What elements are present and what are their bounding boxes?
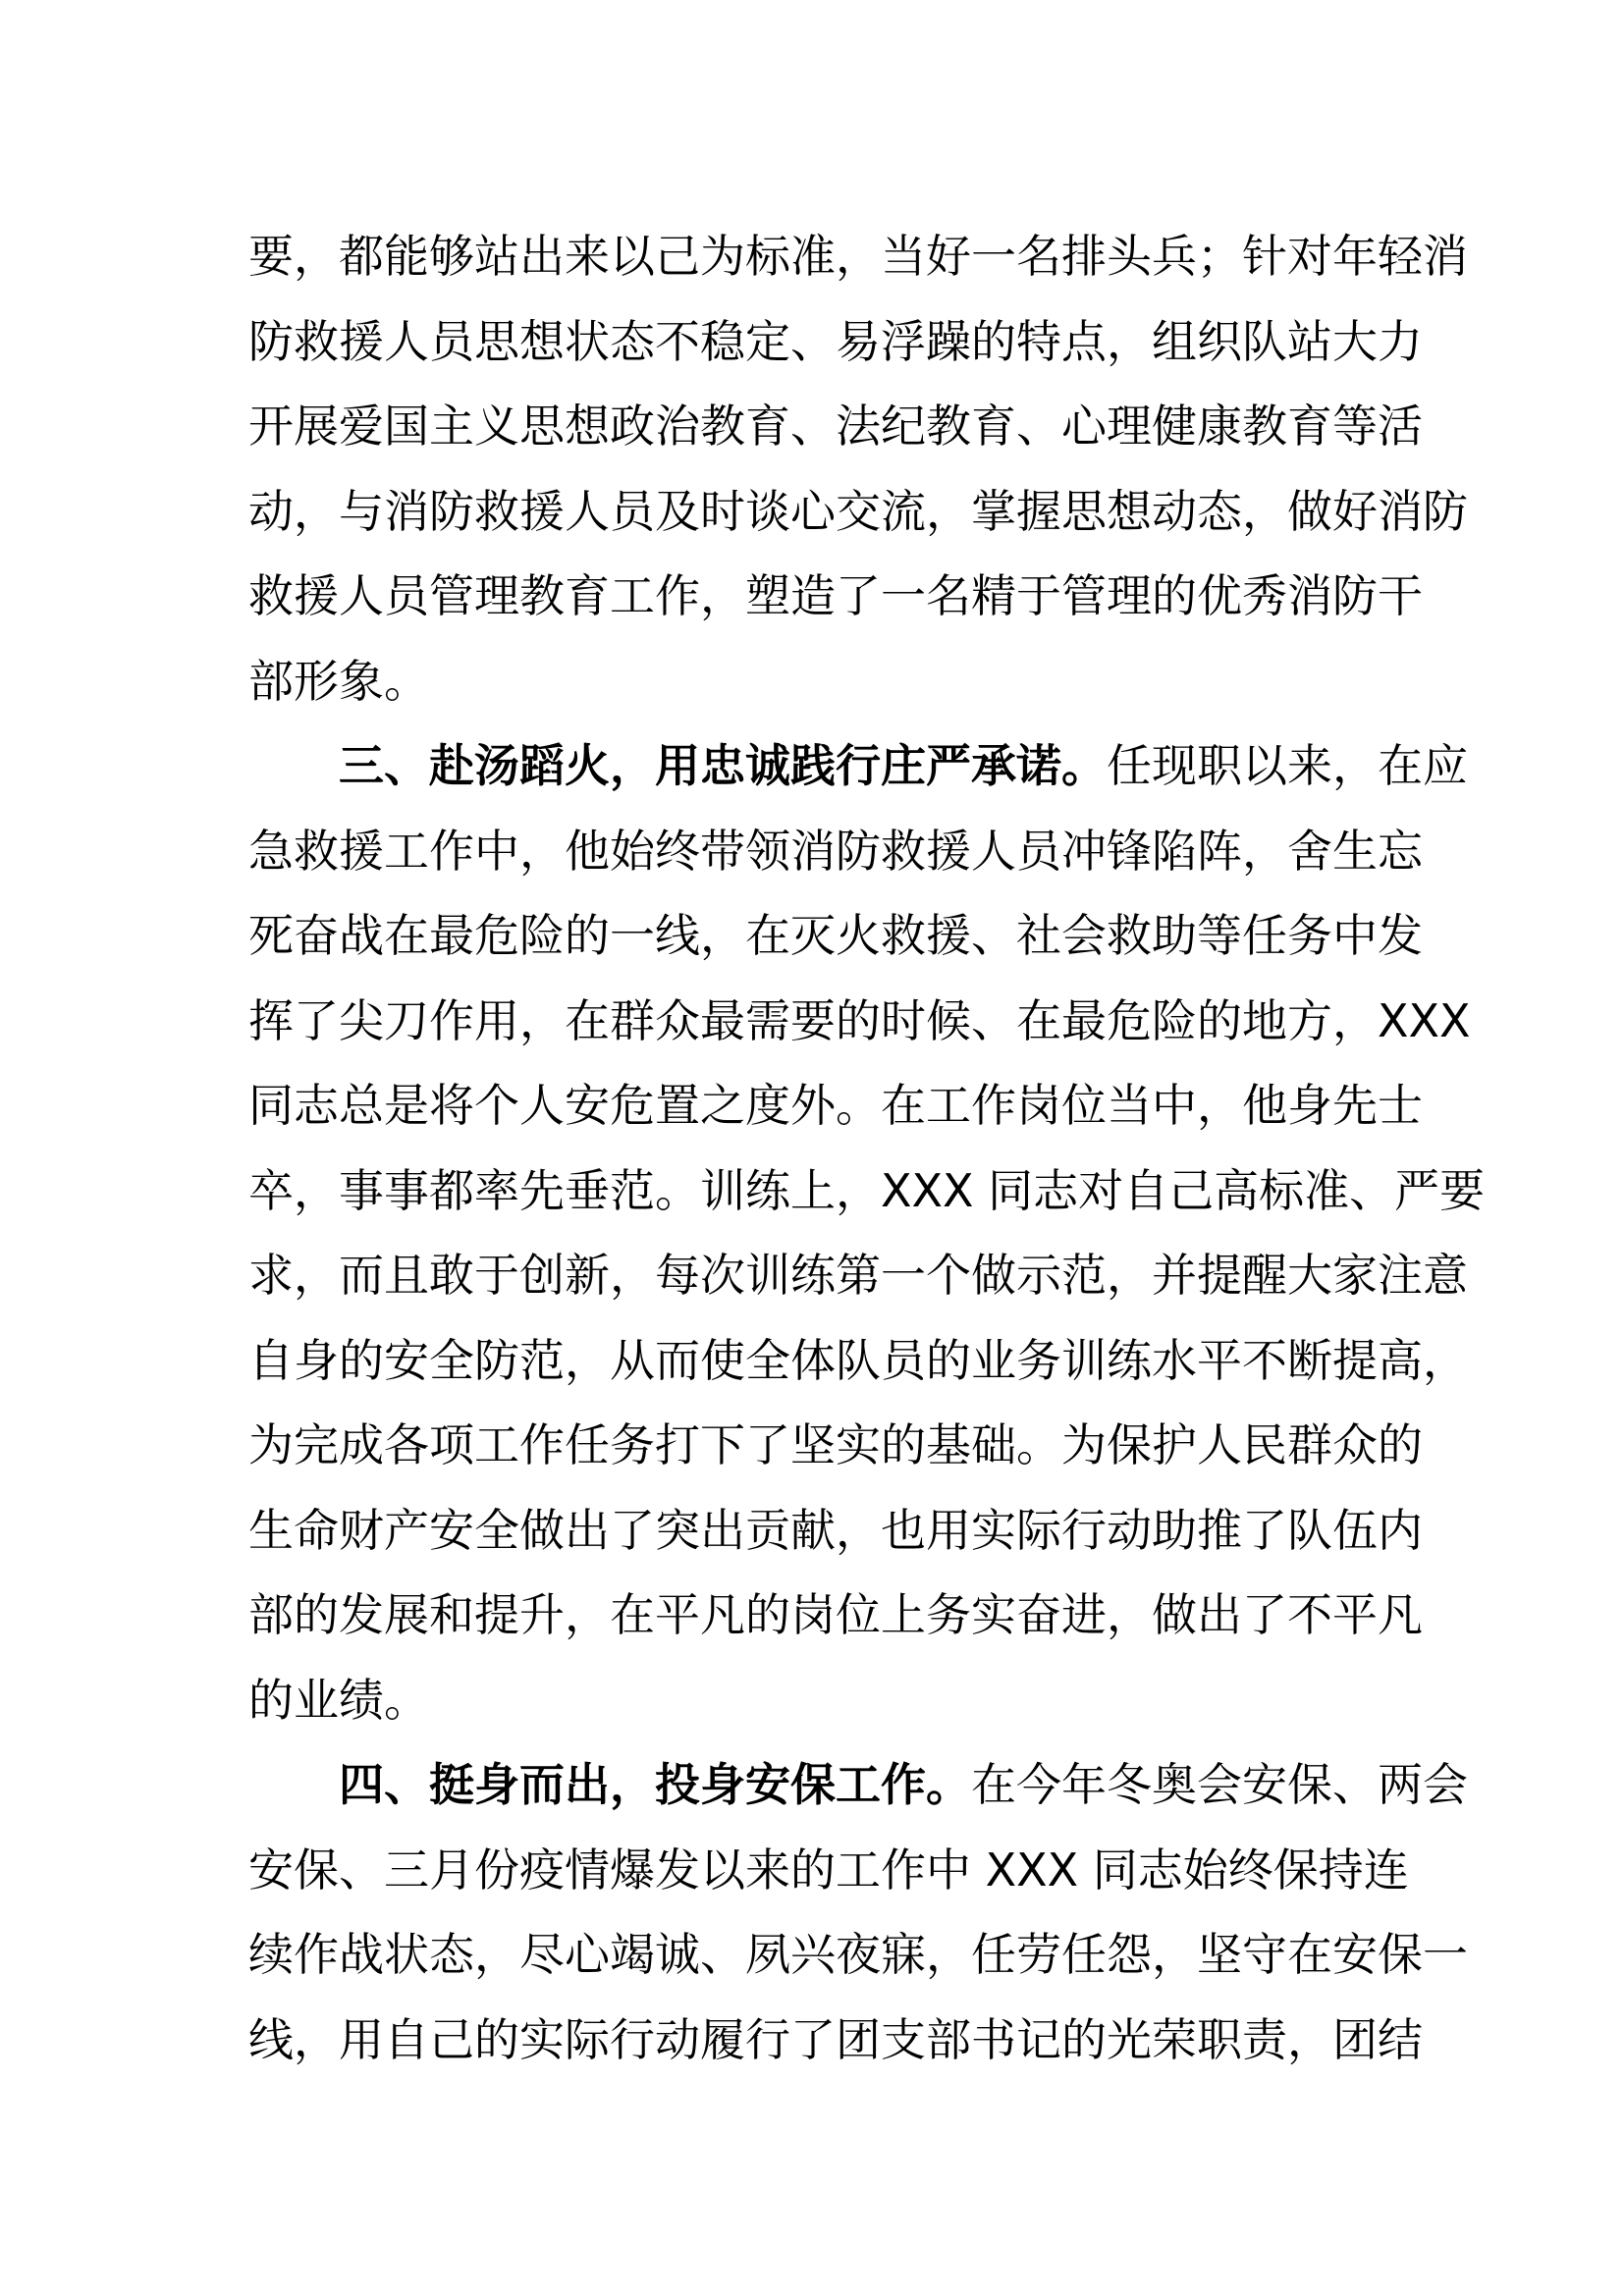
text-line: 挥了尖刀作用，在群众最需要的时候、在最危险的地方，XXX bbox=[248, 993, 1471, 1047]
text-line: 生命财产安全做出了突出贡献，也用实际行动助推了队伍内 bbox=[248, 1503, 1423, 1557]
text-line: 开展爱国主义思想政治教育、法纪教育、心理健康教育等活 bbox=[248, 400, 1423, 453]
text-line-first bbox=[248, 1742, 1468, 1828]
paragraph-3 bbox=[248, 1742, 1468, 2082]
text-line: 急救援工作中，他始终带领消防救援人员冲锋陷阵，舍生忘 bbox=[248, 824, 1423, 878]
text-line: 自身的安全防范，从而使全体队员的业务训练水平不断提高， bbox=[248, 1333, 1468, 1387]
paragraph-2 bbox=[248, 723, 1486, 1742]
text-line: 同志总是将个人安危置之度外。在工作岗位当中，他身先士 bbox=[248, 1079, 1423, 1132]
text-line: 要，都能够站出来以己为标准，当好一名排头兵；针对年轻消 bbox=[248, 230, 1468, 283]
text-line: 求，而且敢于创新，每次训练第一个做示范，并提醒大家注意 bbox=[248, 1249, 1468, 1302]
text-line: 安保、三月份疫情爆发以来的工作中 XXX 同志始终保持连 bbox=[248, 1842, 1409, 1896]
paragraph-1 bbox=[248, 214, 1468, 723]
text-line: 部形象。 bbox=[248, 654, 429, 708]
document-body bbox=[248, 214, 1486, 2082]
text-line: 部的发展和提升，在平凡的岗位上务实奋进，做出了不平凡 bbox=[248, 1588, 1423, 1641]
text-line: 线，用自己的实际行动履行了团支部书记的光荣职责，团结 bbox=[248, 2012, 1423, 2066]
text-run: 任现职以来，在应 bbox=[1107, 739, 1468, 792]
text-line: 死奋战在最危险的一线，在灭火救援、社会救助等任务中发 bbox=[248, 909, 1423, 962]
section-heading-4: 四、挺身而出，投身安保工作。 bbox=[339, 1758, 971, 1811]
text-line: 的业绩。 bbox=[248, 1673, 429, 1727]
text-line: 防救援人员思想状态不稳定、易浮躁的特点，组织队站大力 bbox=[248, 314, 1423, 368]
text-line: 动，与消防救援人员及时谈心交流，掌握思想动态，做好消防 bbox=[248, 484, 1468, 538]
text-line: 为完成各项工作任务打下了坚实的基础。为保护人民群众的 bbox=[248, 1418, 1423, 1471]
text-line-first bbox=[248, 723, 1468, 809]
text-line: 救援人员管理教育工作，塑造了一名精于管理的优秀消防干 bbox=[248, 569, 1423, 622]
section-heading-3: 三、赴汤蹈火，用忠诚践行庄严承诺。 bbox=[339, 739, 1107, 792]
text-line: 卒，事事都率先垂范。训练上，XXX 同志对自己高标准、严要 bbox=[248, 1163, 1486, 1217]
text-run: 在今年冬奥会安保、两会 bbox=[971, 1758, 1468, 1811]
text-line: 续作战状态，尽心竭诚、夙兴夜寐，任劳任怨，坚守在安保一 bbox=[248, 1928, 1468, 1981]
